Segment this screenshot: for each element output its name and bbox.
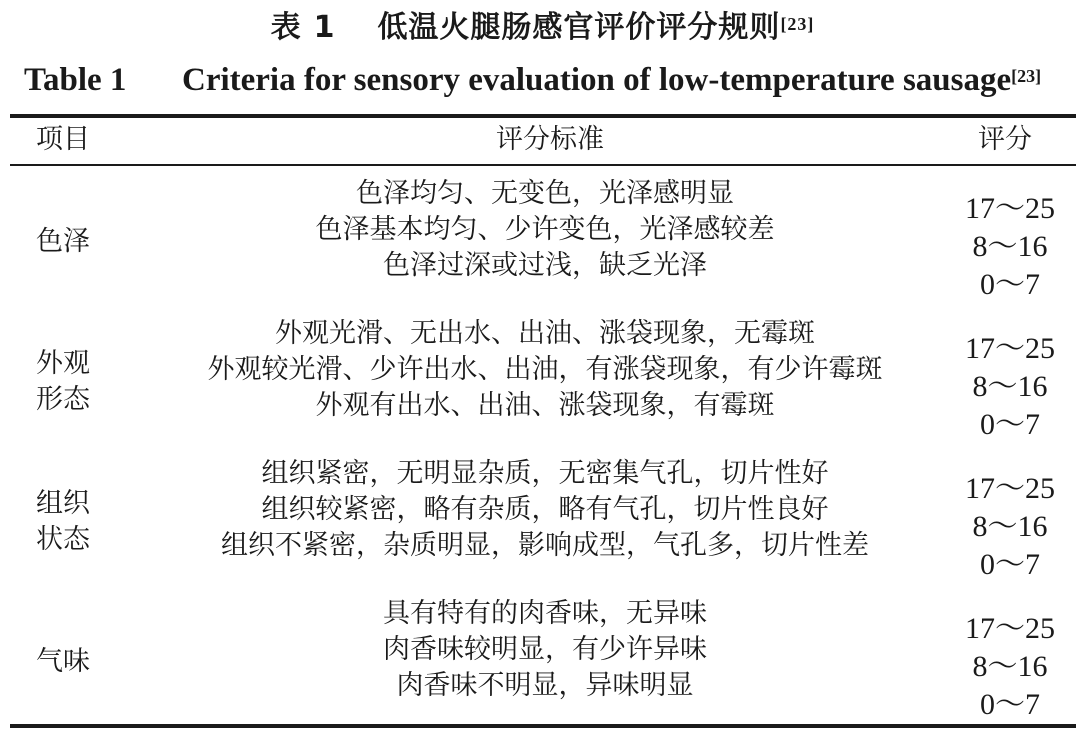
table-row bbox=[0, 452, 1085, 592]
title-cn-number: 1 bbox=[313, 10, 336, 45]
row-item-name: 气味 bbox=[36, 646, 90, 677]
table-title-chinese bbox=[0, 8, 1085, 48]
table-row bbox=[0, 172, 1085, 312]
row-criteria bbox=[150, 596, 940, 704]
title-en-reference: [23] bbox=[1011, 66, 1042, 86]
row-scores bbox=[950, 190, 1070, 304]
row-item-name: 组织 状态 bbox=[36, 488, 90, 555]
header-item: 项目 bbox=[36, 124, 90, 155]
score-range: 17～25 bbox=[965, 332, 1055, 365]
row-item-name: 色泽 bbox=[36, 226, 90, 257]
criteria-line: 组织紧密，无明显杂质，无密集气孔，切片性好 bbox=[261, 458, 829, 489]
criteria-line: 外观有出水、出油、涨袋现象，有霉斑 bbox=[315, 390, 775, 421]
criteria-line: 色泽过深或过浅，缺乏光泽 bbox=[383, 250, 707, 281]
header-criteria: 评分标准 bbox=[496, 124, 604, 155]
title-cn-prefix: 表 bbox=[270, 10, 302, 45]
table-top-rule bbox=[10, 114, 1076, 118]
row-criteria bbox=[150, 456, 940, 564]
score-range: 17～25 bbox=[965, 472, 1055, 505]
criteria-line: 色泽均匀、无变色，光泽感明显 bbox=[356, 178, 734, 209]
score-range: 17～25 bbox=[965, 612, 1055, 645]
row-scores bbox=[950, 470, 1070, 584]
table-title-english bbox=[24, 58, 1069, 102]
score-range: 0～7 bbox=[980, 688, 1040, 721]
criteria-line: 组织不紧密，杂质明显，影响成型，气孔多，切片性差 bbox=[221, 530, 869, 561]
row-scores bbox=[950, 330, 1070, 444]
row-scores bbox=[950, 610, 1070, 724]
score-range: 0～7 bbox=[980, 268, 1040, 301]
score-range: 8～16 bbox=[972, 230, 1048, 263]
criteria-line: 色泽基本均匀、少许变色，光泽感较差 bbox=[315, 214, 775, 245]
score-range: 17～25 bbox=[965, 192, 1055, 225]
header-score: 评分 bbox=[978, 124, 1032, 155]
criteria-line: 外观光滑、无出水、出油、涨袋现象，无霉斑 bbox=[275, 318, 815, 349]
table-header-rule bbox=[10, 164, 1076, 166]
criteria-line: 组织较紧密，略有杂质，略有气孔，切片性良好 bbox=[261, 494, 829, 525]
criteria-line: 具有特有的肉香味，无异味 bbox=[383, 598, 707, 629]
row-item-name: 外观 形态 bbox=[36, 348, 90, 415]
title-en-caption: Criteria for sensory evaluation of low-temperature sausage bbox=[182, 62, 1012, 98]
criteria-line: 肉香味不明显，异味明显 bbox=[396, 670, 694, 701]
row-criteria bbox=[150, 316, 940, 424]
score-range: 8～16 bbox=[972, 650, 1048, 683]
title-en-label: Table 1 bbox=[24, 62, 127, 98]
table-row bbox=[0, 312, 1085, 452]
score-range: 8～16 bbox=[972, 370, 1048, 403]
title-cn-reference: [23] bbox=[780, 14, 815, 34]
score-range: 0～7 bbox=[980, 408, 1040, 441]
table-row bbox=[0, 592, 1085, 732]
score-range: 8～16 bbox=[972, 510, 1048, 543]
row-criteria bbox=[150, 176, 940, 284]
title-cn-caption: 低温火腿肠感官评价评分规则 bbox=[377, 10, 781, 45]
criteria-line: 肉香味较明显，有少许异味 bbox=[383, 634, 707, 665]
score-range: 0～7 bbox=[980, 548, 1040, 581]
criteria-line: 外观较光滑、少许出水、出油，有涨袋现象，有少许霉斑 bbox=[207, 354, 883, 385]
